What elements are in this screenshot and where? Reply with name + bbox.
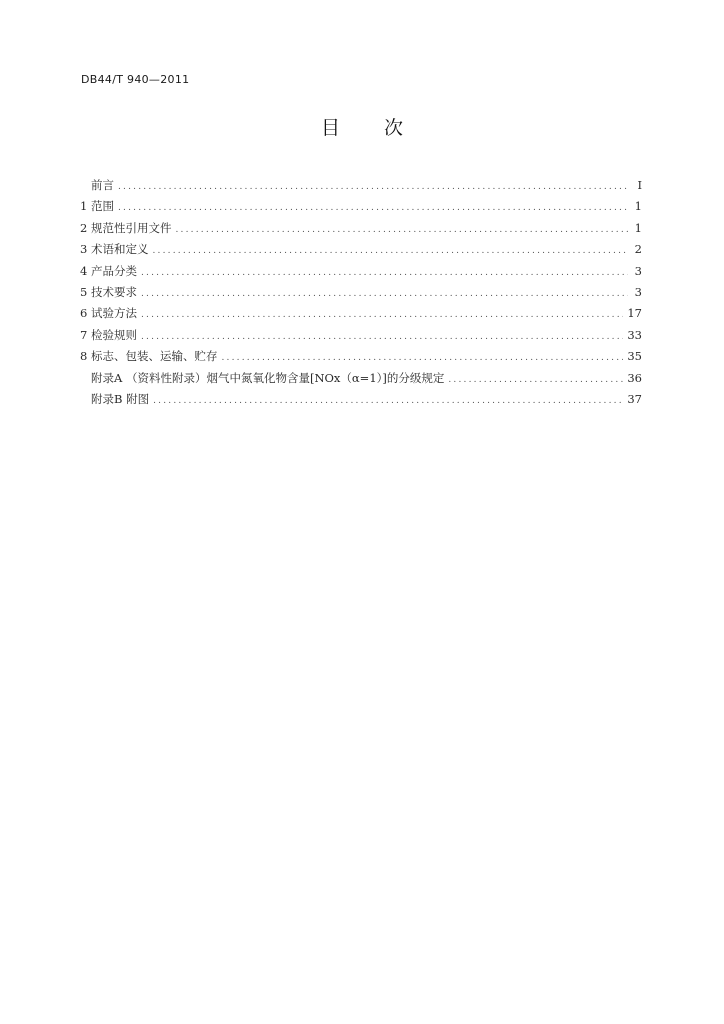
toc-leader-dots bbox=[141, 263, 628, 284]
toc-title bbox=[0, 113, 724, 140]
toc-entry-label: 4 产品分类 bbox=[80, 263, 137, 278]
toc-leader-dots bbox=[175, 220, 628, 241]
toc-entry-page: 3 bbox=[634, 263, 642, 278]
table-of-contents bbox=[80, 175, 642, 410]
toc-entry-terms-definitions[interactable] bbox=[80, 239, 642, 260]
toc-entry-page: 33 bbox=[627, 327, 642, 342]
toc-entry-page: 37 bbox=[627, 391, 642, 406]
toc-leader-dots bbox=[153, 391, 623, 412]
toc-leader-dots bbox=[141, 284, 628, 305]
toc-entry-label: 附录A （资料性附录）烟气中氮氧化物含量[NOx（α=1）]的分级规定 bbox=[91, 370, 445, 385]
toc-entry-page: 3 bbox=[634, 284, 642, 299]
toc-entry-page: 35 bbox=[627, 349, 642, 364]
toc-entry-label: 1 范围 bbox=[80, 199, 114, 214]
toc-leader-dots bbox=[141, 305, 623, 326]
toc-entry-label: 8 标志、包装、运输、贮存 bbox=[80, 349, 218, 364]
toc-leader-dots bbox=[152, 241, 628, 262]
toc-entry-marking-packaging[interactable] bbox=[80, 346, 642, 367]
toc-entry-page: 1 bbox=[634, 199, 642, 214]
toc-entry-foreword[interactable] bbox=[80, 175, 642, 196]
toc-leader-dots bbox=[448, 370, 623, 391]
toc-entry-label: 附录B 附图 bbox=[91, 391, 150, 406]
toc-entry-page: 17 bbox=[627, 306, 642, 321]
toc-entry-label: 5 技术要求 bbox=[80, 284, 137, 299]
toc-entry-scope[interactable] bbox=[80, 196, 642, 217]
toc-leader-dots bbox=[118, 177, 628, 198]
toc-leader-dots bbox=[118, 198, 628, 219]
toc-entry-normative-references[interactable] bbox=[80, 218, 642, 239]
toc-entry-page: I bbox=[637, 178, 642, 192]
toc-entry-label: 3 术语和定义 bbox=[80, 242, 149, 257]
toc-entry-technical-requirements[interactable] bbox=[80, 282, 642, 303]
toc-title-part2: 次 bbox=[384, 117, 404, 139]
toc-entry-annex-a[interactable] bbox=[80, 368, 642, 389]
toc-entry-annex-b[interactable] bbox=[80, 389, 642, 410]
toc-entry-page: 2 bbox=[634, 242, 642, 257]
toc-leader-dots bbox=[141, 327, 623, 348]
toc-entry-page: 1 bbox=[634, 220, 642, 235]
toc-entry-test-methods[interactable] bbox=[80, 303, 642, 324]
toc-entry-label: 7 检验规则 bbox=[80, 327, 137, 342]
toc-entry-page: 36 bbox=[627, 370, 642, 385]
toc-entry-label: 前言 bbox=[91, 178, 114, 192]
document-code: DB44/T 940—2011 bbox=[81, 73, 190, 86]
toc-leader-dots bbox=[221, 348, 623, 369]
toc-entry-label: 2 规范性引用文件 bbox=[80, 220, 172, 235]
toc-entry-label: 6 试验方法 bbox=[80, 306, 137, 321]
toc-entry-inspection-rules[interactable] bbox=[80, 325, 642, 346]
toc-entry-product-classification[interactable] bbox=[80, 261, 642, 282]
toc-title-part1: 目 bbox=[320, 117, 340, 139]
